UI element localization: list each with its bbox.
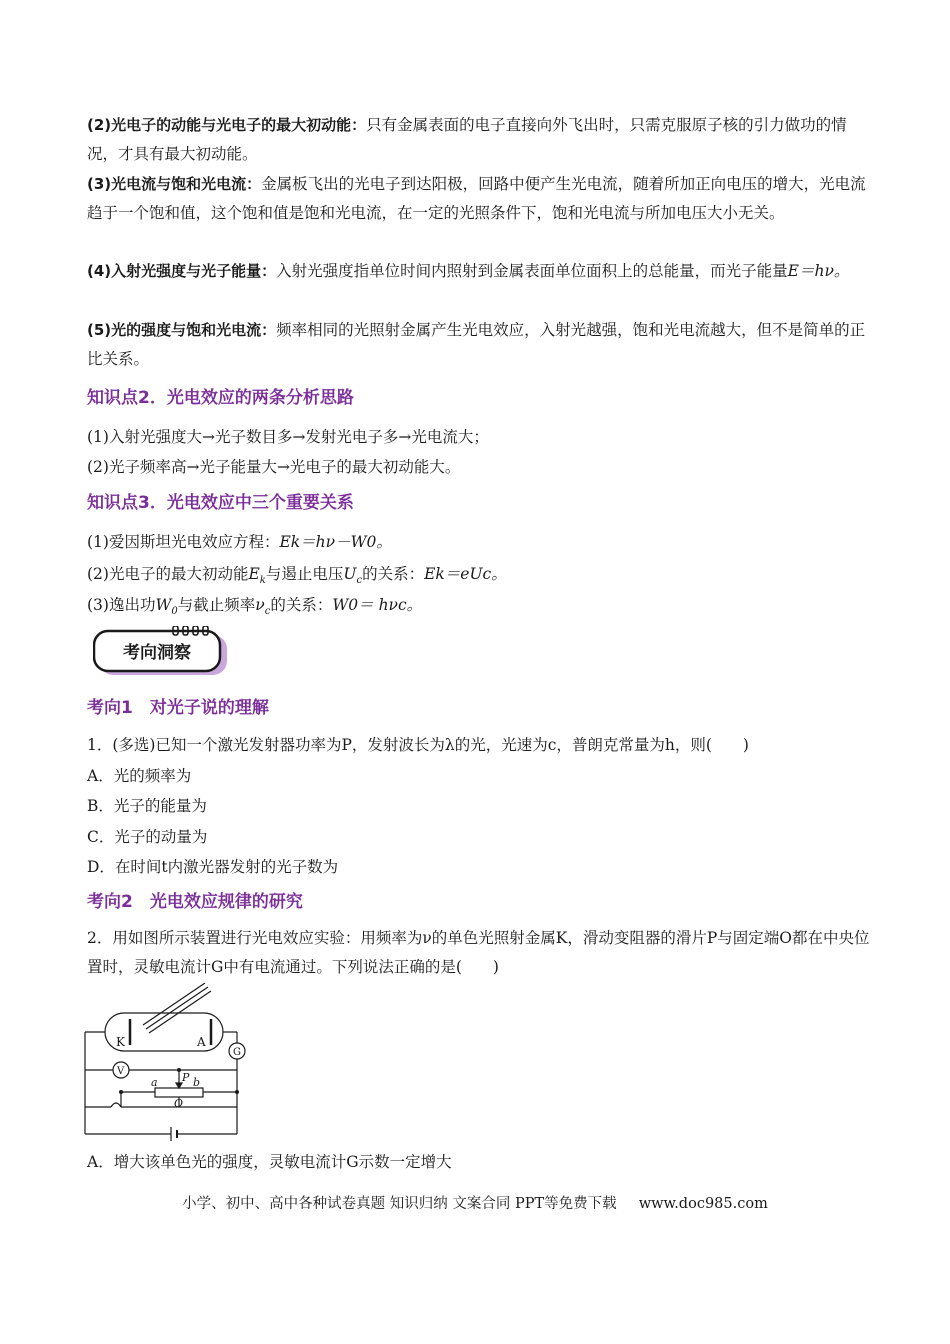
- k1-heading: 考向1 对光子说的理解: [87, 698, 269, 718]
- kp3-l3-c: 的关系：: [270, 596, 333, 614]
- label-v: V: [117, 1066, 125, 1077]
- item-5: [87, 316, 877, 374]
- q1-stem: 1．(多选)已知一个激光发射器功率为P，发射波长为λ的光，光速为c，普朗克常量为h，则( ): [87, 736, 749, 754]
- kp3-l3-a: (3)逸出功: [87, 596, 156, 614]
- kp3-line-1: [87, 530, 392, 552]
- label-b-end: b: [193, 1076, 201, 1089]
- footer-url: www.doc985.com: [638, 1196, 768, 1212]
- item-5-text: 频率相同的光照射金属产生光电效应，入射光越强，饱和光电流越大，但不是简单的正比关系。: [87, 321, 866, 368]
- k2-heading: 考向2 光电效应规律的研究: [87, 892, 303, 912]
- item-2: [87, 111, 877, 169]
- item-3-term: (3)光电流与饱和光电流：: [87, 175, 262, 193]
- item-2-text: 只有金属表面的电子直接向外飞出时，只需克服原子核的引力做功的情况，才具有最大初动能。: [87, 116, 847, 163]
- item-5-term: (5)光的强度与饱和光电流：: [87, 321, 277, 339]
- item-3: [87, 170, 877, 228]
- item-4-formula: E＝hν。: [787, 262, 850, 280]
- badge-label: 考向洞察: [123, 643, 191, 663]
- kp3-l3-formula: W0＝ hνc。: [332, 596, 423, 614]
- label-k: K: [116, 1035, 125, 1049]
- q2-option-a: A．增大该单色光的强度，灵敏电流计G示数一定增大: [87, 1153, 452, 1171]
- q1-option-c: C．光子的动量为: [87, 828, 208, 846]
- kp2-line-2: (2)光子频率高→光子能量大→光电子的最大初动能大。: [87, 458, 461, 476]
- kp3-l2-c: 的关系：: [362, 565, 425, 583]
- circuit-diagram: [83, 983, 253, 1143]
- item-4-text: 入射光强度指单位时间内照射到金属表面单位面积上的总能量，而光子能量: [276, 262, 788, 280]
- section-badge: [93, 626, 233, 678]
- label-o: O: [174, 1097, 184, 1110]
- kp3-l2-formula: Ek＝eUc。: [424, 565, 507, 583]
- kp3-l1-text: (1)爱因斯坦光电效应方程：: [87, 533, 280, 551]
- label-g: G: [233, 1047, 241, 1058]
- kp3-l3-b: 与截止频率: [177, 596, 256, 614]
- kp3-line-2: (2)光电子的最大初动能$E_k$与遏止电压$U_c$的关系：Ek＝eUc。: [87, 565, 507, 587]
- item-4-term: (4)入射光强度与光子能量：: [87, 262, 277, 280]
- label-a-end: a: [151, 1076, 158, 1089]
- label-a: A: [197, 1035, 206, 1049]
- kp2-heading: 知识点2．光电效应的两条分析思路: [87, 388, 354, 408]
- page-footer: [0, 1192, 950, 1213]
- kp3-heading: 知识点3．光电效应中三个重要关系: [87, 493, 354, 513]
- q1-option-a: A．光的频率为: [87, 767, 192, 785]
- q2-stem: 2．用如图所示装置进行光电效应实验：用频率为ν的单色光照射金属K，滑动变阻器的滑片P与固定端O都在中央位置时，灵敏电流计G中有电流通过。下列说法正确的是( ): [87, 929, 870, 976]
- kp3-l2-a: (2)光电子的最大初动能: [87, 565, 249, 583]
- item-2-term: (2)光电子的动能与光电子的最大初动能：: [87, 116, 367, 134]
- item-3-text: 金属板飞出的光电子到达阳极，回路中便产生光电流，随着所加正向电压的增大，光电流趋于一个饱和值，这个饱和值是饱和光电流，在一定的光照条件下，饱和光电流与所加电压大小无关。: [87, 175, 866, 222]
- label-p: P: [182, 1071, 190, 1084]
- kp3-l2-b: 与遏止电压: [265, 565, 344, 583]
- kp3-l1-formula: Ek＝hν－W0。: [279, 533, 392, 551]
- kp3-line-3: (3)逸出功$W_0$与截止频率$\nu_c$的关系：W0＝ hνc。: [87, 596, 423, 618]
- footer-text: 小学、初中、高中各种试卷真题 知识归纳 文案合同 PPT等免费下载: [182, 1196, 617, 1212]
- item-4: [87, 257, 877, 286]
- q1-option-b: B．光子的能量为: [87, 797, 207, 815]
- kp2-line-1: (1)入射光强度大→光子数目多→发射光电子多→光电流大；: [87, 428, 489, 446]
- badge-graphic: [93, 626, 233, 678]
- q1-option-d: D．在时间t内激光器发射的光子数为: [87, 858, 339, 876]
